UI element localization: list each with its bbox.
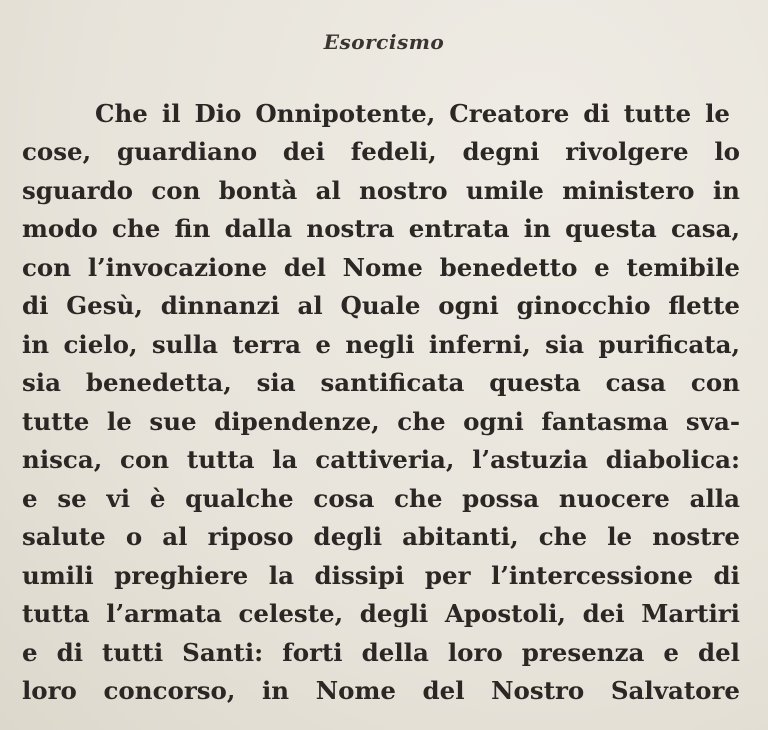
text-line-5: con l’invocazione del Nome benedetto e temibile [22, 253, 740, 282]
text-line-10: nisca, con tutta la cattiveria, l’astuzia diabolica: [22, 445, 740, 474]
text-line-11: e se vi è qualche cosa che possa nuocere alla [22, 484, 740, 513]
text-line-8: sia benedetta, sia santificata questa casa con [22, 368, 740, 397]
text-line-7: in cielo, sulla terra e negli inferni, sia purificata, [22, 330, 740, 359]
text-line-15: e di tutti Santi: forti della loro presenza e del [22, 638, 740, 667]
text-line-12: salute o al riposo degli abitanti, che le nostre [22, 522, 740, 551]
page-title: Esorcismo [323, 30, 445, 54]
text-line-4: modo che fin dalla nostra entrata in questa casa, [22, 214, 740, 243]
text-line-3: sguardo con bontà al nostro umile ministero in [22, 176, 740, 205]
text-line-6: di Gesù, dinnanzi al Quale ogni ginocchio flette [22, 291, 740, 320]
text-line-2: cose, guardiano dei fedeli, degni rivolgere lo [22, 137, 740, 166]
text-line-14: tutta l’armata celeste, degli Apostoli, dei Martiri [22, 599, 740, 628]
text-line-16: loro concorso, in Nome del Nostro Salvatore [22, 676, 740, 705]
text-line-1: Che il Dio Onnipotente, Creatore di tutte le [95, 99, 730, 128]
text-line-13: umili preghiere la dissipi per l’intercessione di [22, 561, 740, 590]
text-line-9: tutte le sue dipendenze, che ogni fantasma sva- [22, 407, 740, 436]
